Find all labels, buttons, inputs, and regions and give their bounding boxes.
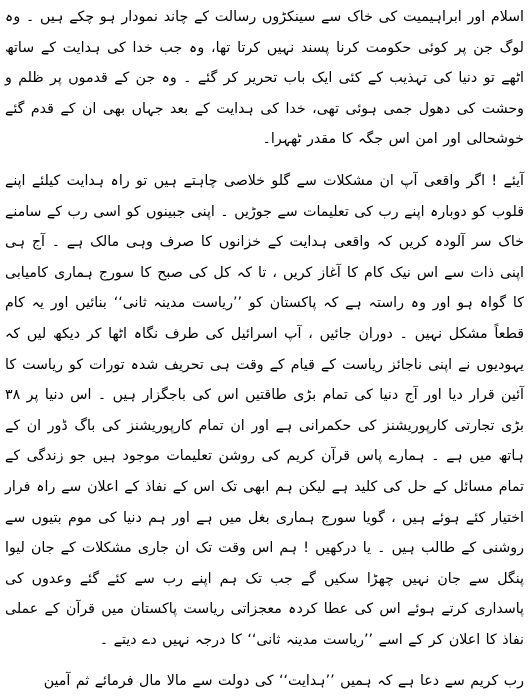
- article-paragraph-2: آیئے ! اگر واقعی آپ ان مشکلات سے گلو خلاصی چاہتے ہیں تو راہ ہدایت کیلئے اپنے قلوب کو دوبارہ اپنے رب کی تعلیمات سے جوڑیں ۔ اپنی جبینوں کو اسی رب کے سامنے خاک سر آلودہ کریں کہ واقعی ہدایت کے خزانوں کا صرف وہی مالک ہے ۔ آج ہی اپنی ذات سے اس نیک کام کا آغاز کریں ، تا کہ کل کی صبح کا سورج ہماری کامیابی کا گواہ ہو اور وہ راستہ ہے کہ پاکستان کو ’’ریاست مدینہ ثانی‘‘ بنائیں اور یہ کام قطعاً مشکل نہیں ۔ دوران جائیں ، آپ اسرائیل کی طرف نگاہ اٹھا کر دیکھ لیں کہ یہودیوں نے اپنی ناجائز ریاست کے قیام کے وقت ہی تحریف شدہ تورات کو ریاست کا آئین قرار دیا اور آج دنیا کی تمام بڑی طاقتیں اس کی باجگزار ہیں ۔ اس دنیا پر ۳۸ بڑی تجارتی کارپوریشنز کی حکمرانی ہے اور ان تمام کارپوریشنز کی باگ ڈور ان کے ہاتھ میں ہے ۔ ہمارے پاس قرآن کریم کی روشن تعلیمات موجود ہیں جو زندگی کے تمام مسائل کے حل کی کلید ہے لیکن ہم ابھی تک اس کے نفاذ کے اعلان سے راہ فرار اختیار کئے ہوئے ہیں ، گویا سورج ہماری بغل میں ہے اور ہم دنیا کی موم بتیوں سے روشنی کے طالب ہیں ۔ یا درکھیں ! ہم اس وقت تک ان جاری مشکلات کے جان لیوا پنگل سے جان نہیں چھڑا سکیں گے جب تک ہم اپنے رب سے کئے گئے وعدوں کی پاسداری کرتے ہوئے اس کی عطا کردہ معجزاتی ریاست پاکستان میں قرآن کے عملی نفاذ کا اعلان کر کے اسے ’’ریاست مدینہ ثانی‘‘ کا درجہ نہیں دے دیتے ۔: [5, 172, 524, 648]
- closing-prayer: رب کریم سے دعا ہے کہ ہمیں ’’ہدایت‘‘ کی دولت سے مالا مال فرمائے ثم آمین: [43, 673, 524, 690]
- article-paragraph-1: اسلام اور ابراہیمیت کی خاک سے سینکڑوں رسالت کے چاند نمودار ہو چکے ہیں ۔ وہ لوگ جن پر کوئی حکومت کرنا پسند نہیں کرتا تھا، وہ جب خدا کی ہدایت کے ساتھ اٹھے تو دنیا کی تہذیب کے کئی ایک باب تحریر کر گئے ۔ وہ جن کے قدموں پر ظلم و وحشت کی دھول جمی ہوئی تھی، خدا کی ہدایت کے بعد جہاں بھی ان کے قدم گئے خوشحالی اور امن اس جگہ کا مقدر ٹھہرا۔: [5, 9, 524, 148]
